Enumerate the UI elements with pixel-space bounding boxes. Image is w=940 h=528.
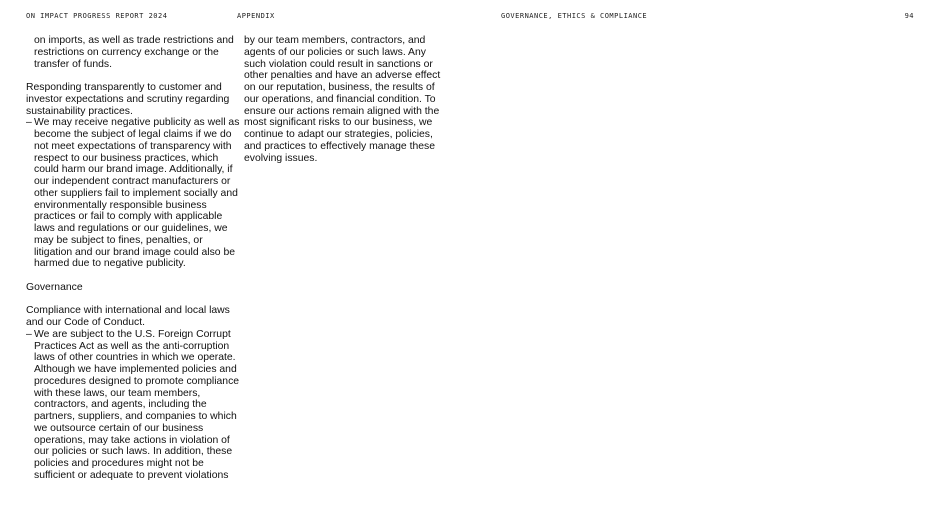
bullet-dash: – xyxy=(26,328,32,340)
report-title: ON IMPACT PROGRESS REPORT 2024 xyxy=(26,12,168,20)
bullet-dash: – xyxy=(26,117,32,129)
sustainability-bullet-text: We may receive negative publicity as well as become the subject of legal claims if we do not meet expectations of transparency with respect to our business practices, which could harm our brand image. Additionally, if our independent contract manufacturers or other suppliers fail to implement socially and environmentally responsible business practices or fail to comply with applicable laws and regulations or our guidelines, we may be subject to fines, penalties, or litigation and our brand image could also be harmed due to negative publicity. xyxy=(34,117,240,270)
text-column-left xyxy=(26,35,241,482)
sustainability-intro: Responding transparently to customer and investor expectations and scrutiny regarding sustainability practices. xyxy=(26,82,230,117)
text-column-right xyxy=(244,35,449,164)
continued-paragraph-right: by our team members, contractors, and agents of our policies or such laws. Any such violation could result in sanctions or other penalties and have an adverse effect on our reputation, business, the results of our operations, and financial condition. To ensure our actions remain aligned with the most significant risks to our business, we continue to adapt our strategies, policies, and practices to effectively manage these evolving issues. xyxy=(244,35,441,164)
compliance-bullet-item xyxy=(26,329,241,482)
section-title: GOVERNANCE, ETHICS & COMPLIANCE xyxy=(501,12,648,20)
compliance-bullet-text: We are subject to the U.S. Foreign Corrupt Practices Act as well as the anti-corruption laws of other countries in which we operate. Although we have implemented policies and procedures designed to promote compliance with these laws, our team members, contractors, and agents, including the partners, suppliers, and companies to which we outsource certain of our business operations, may take actions in violation of our policies or such laws. In addition, these policies and procedures might not be sufficient or adequate to prevent violations xyxy=(34,328,240,481)
page-number: 94 xyxy=(904,12,914,20)
sustainability-bullet-item xyxy=(26,117,241,270)
compliance-intro: Compliance with international and local laws and our Code of Conduct. xyxy=(26,305,230,328)
governance-heading: Governance xyxy=(26,281,83,293)
continued-paragraph: on imports, as well as trade restrictions and restrictions on currency exchange or the transfer of funds. xyxy=(34,35,234,70)
appendix-label: APPENDIX xyxy=(237,12,275,20)
